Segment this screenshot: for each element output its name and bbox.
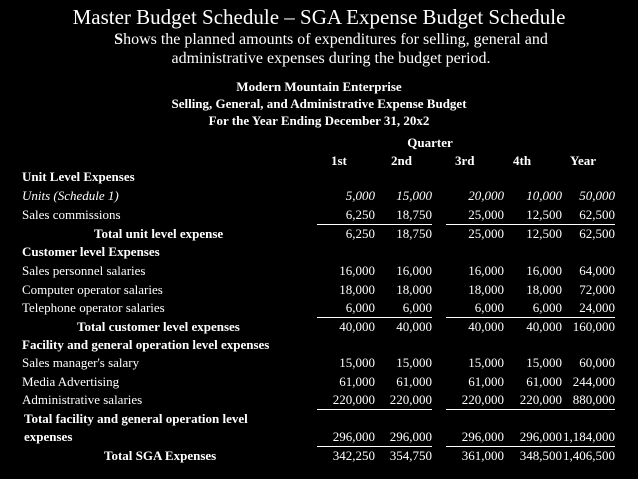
value-cell: 40,000 — [526, 319, 562, 334]
value-cell: 64,000 — [579, 263, 615, 278]
report-header — [0, 78, 638, 129]
row-label: Customer level Expenses — [22, 244, 160, 259]
row-label: Unit Level Expenses — [22, 169, 135, 184]
table-row — [0, 447, 638, 465]
value-cell: 296,000 — [317, 428, 375, 447]
subtitle-text: hows the planned amounts of expenditures for selling, general and administrative expenses during the budget period. — [123, 31, 548, 67]
row-label: Sales commissions — [22, 207, 121, 222]
value-cell: 296,000 — [446, 428, 504, 447]
value-cell: 220,000 — [504, 391, 562, 410]
value-cell: 61,000 — [339, 374, 375, 389]
row-label: Total unit level expense — [94, 226, 224, 241]
row-label: Units (Schedule 1) — [22, 188, 119, 203]
value-cell: 62,500 — [579, 226, 615, 241]
value-cell: 60,000 — [579, 355, 615, 370]
table-row — [0, 168, 638, 186]
value-cell: 6,000 — [446, 299, 504, 318]
value-cell: 15,000 — [396, 188, 432, 203]
value-cell: 25,000 — [468, 226, 504, 241]
value-cell: 25,000 — [446, 206, 504, 225]
value-cell: 40,000 — [468, 319, 504, 334]
value-cell: 6,000 — [317, 299, 375, 318]
table-row — [0, 225, 638, 243]
value-cell: 880,000 — [545, 391, 615, 410]
value-cell: 15,000 — [468, 355, 504, 370]
value-cell: 18,750 — [374, 206, 432, 225]
table-row — [0, 428, 638, 446]
subtitle-first-letter: S — [114, 31, 124, 48]
value-cell: 6,000 — [504, 299, 562, 318]
row-label: Sales manager's salary — [22, 355, 140, 370]
row-label: Administrative salaries — [22, 392, 143, 407]
value-cell: 18,000 — [396, 282, 432, 297]
table-row — [0, 281, 638, 299]
table-row — [0, 187, 638, 205]
table-row — [0, 410, 638, 428]
row-label: Telephone operator salaries — [22, 300, 165, 315]
value-cell: 220,000 — [446, 391, 504, 410]
value-cell: 24,000 — [545, 299, 615, 318]
slide-title: Master Budget Schedule – SGA Expense Budget Schedule — [72, 5, 566, 29]
row-label: expenses — [24, 429, 73, 444]
table-row — [0, 262, 638, 280]
row-label: Media Advertising — [22, 374, 120, 389]
value-cell: 220,000 — [317, 391, 375, 410]
column-header: 3rd — [455, 153, 475, 168]
value-cell: 61,000 — [396, 374, 432, 389]
report-period: For the Year Ending December 31, 20x2 — [208, 113, 430, 128]
value-cell: 61,000 — [526, 374, 562, 389]
value-cell: 18,000 — [468, 282, 504, 297]
column-header: Year — [570, 153, 596, 168]
value-cell: 220,000 — [374, 391, 432, 410]
table-row — [0, 373, 638, 391]
column-header: 4th — [513, 153, 532, 168]
report-name: Selling, General, and Administrative Expense Budget — [171, 96, 467, 111]
column-header: 2nd — [391, 153, 412, 168]
value-cell: 72,000 — [579, 282, 615, 297]
value-cell: 40,000 — [396, 319, 432, 334]
row-label: Total facility and general operation level — [24, 411, 248, 426]
value-cell: 348,500 — [519, 448, 562, 463]
value-cell: 10,000 — [526, 188, 562, 203]
quarter-group-header: Quarter — [407, 135, 453, 150]
value-cell: 1,184,000 — [545, 428, 615, 447]
value-cell: 354,750 — [389, 448, 432, 463]
row-label: Sales personnel salaries — [22, 263, 146, 278]
value-cell: 16,000 — [396, 263, 432, 278]
row-label: Total SGA Expenses — [104, 448, 217, 463]
row-label: Computer operator salaries — [22, 282, 163, 297]
value-cell: 15,000 — [396, 355, 432, 370]
table-row — [0, 206, 638, 224]
value-cell: 18,000 — [526, 282, 562, 297]
column-header: 1st — [331, 153, 347, 168]
slide-subtitle — [96, 30, 566, 68]
value-cell: 160,000 — [572, 319, 615, 334]
value-cell: 296,000 — [504, 428, 562, 447]
value-cell: 18,000 — [339, 282, 375, 297]
value-cell: 244,000 — [572, 374, 615, 389]
table-row — [0, 391, 638, 409]
table-row — [0, 318, 638, 336]
value-cell: 16,000 — [526, 263, 562, 278]
value-cell: 20,000 — [468, 188, 504, 203]
value-cell: 12,500 — [526, 226, 562, 241]
value-cell: 1,406,500 — [563, 448, 615, 463]
value-cell: 12,500 — [504, 206, 562, 225]
value-cell: 50,000 — [579, 188, 615, 203]
table-row — [0, 336, 638, 354]
value-cell: 6,250 — [317, 206, 375, 225]
row-label: Total customer level expenses — [77, 319, 240, 334]
value-cell: 18,750 — [396, 226, 432, 241]
company-name: Modern Mountain Enterprise — [236, 79, 402, 94]
value-cell: 40,000 — [339, 319, 375, 334]
value-cell: 16,000 — [339, 263, 375, 278]
table-row — [0, 299, 638, 317]
value-cell: 5,000 — [345, 188, 375, 203]
value-cell: 6,250 — [345, 226, 375, 241]
row-label: Facility and general operation level expenses — [22, 337, 270, 352]
table-row — [0, 354, 638, 372]
value-cell: 6,000 — [374, 299, 432, 318]
value-cell: 361,000 — [461, 448, 504, 463]
value-cell: 342,250 — [332, 448, 375, 463]
value-cell: 62,500 — [545, 206, 615, 225]
value-cell: 15,000 — [526, 355, 562, 370]
value-cell: 15,000 — [339, 355, 375, 370]
value-cell: 16,000 — [468, 263, 504, 278]
value-cell: 61,000 — [468, 374, 504, 389]
table-row — [0, 243, 638, 261]
value-cell: 296,000 — [374, 428, 432, 447]
